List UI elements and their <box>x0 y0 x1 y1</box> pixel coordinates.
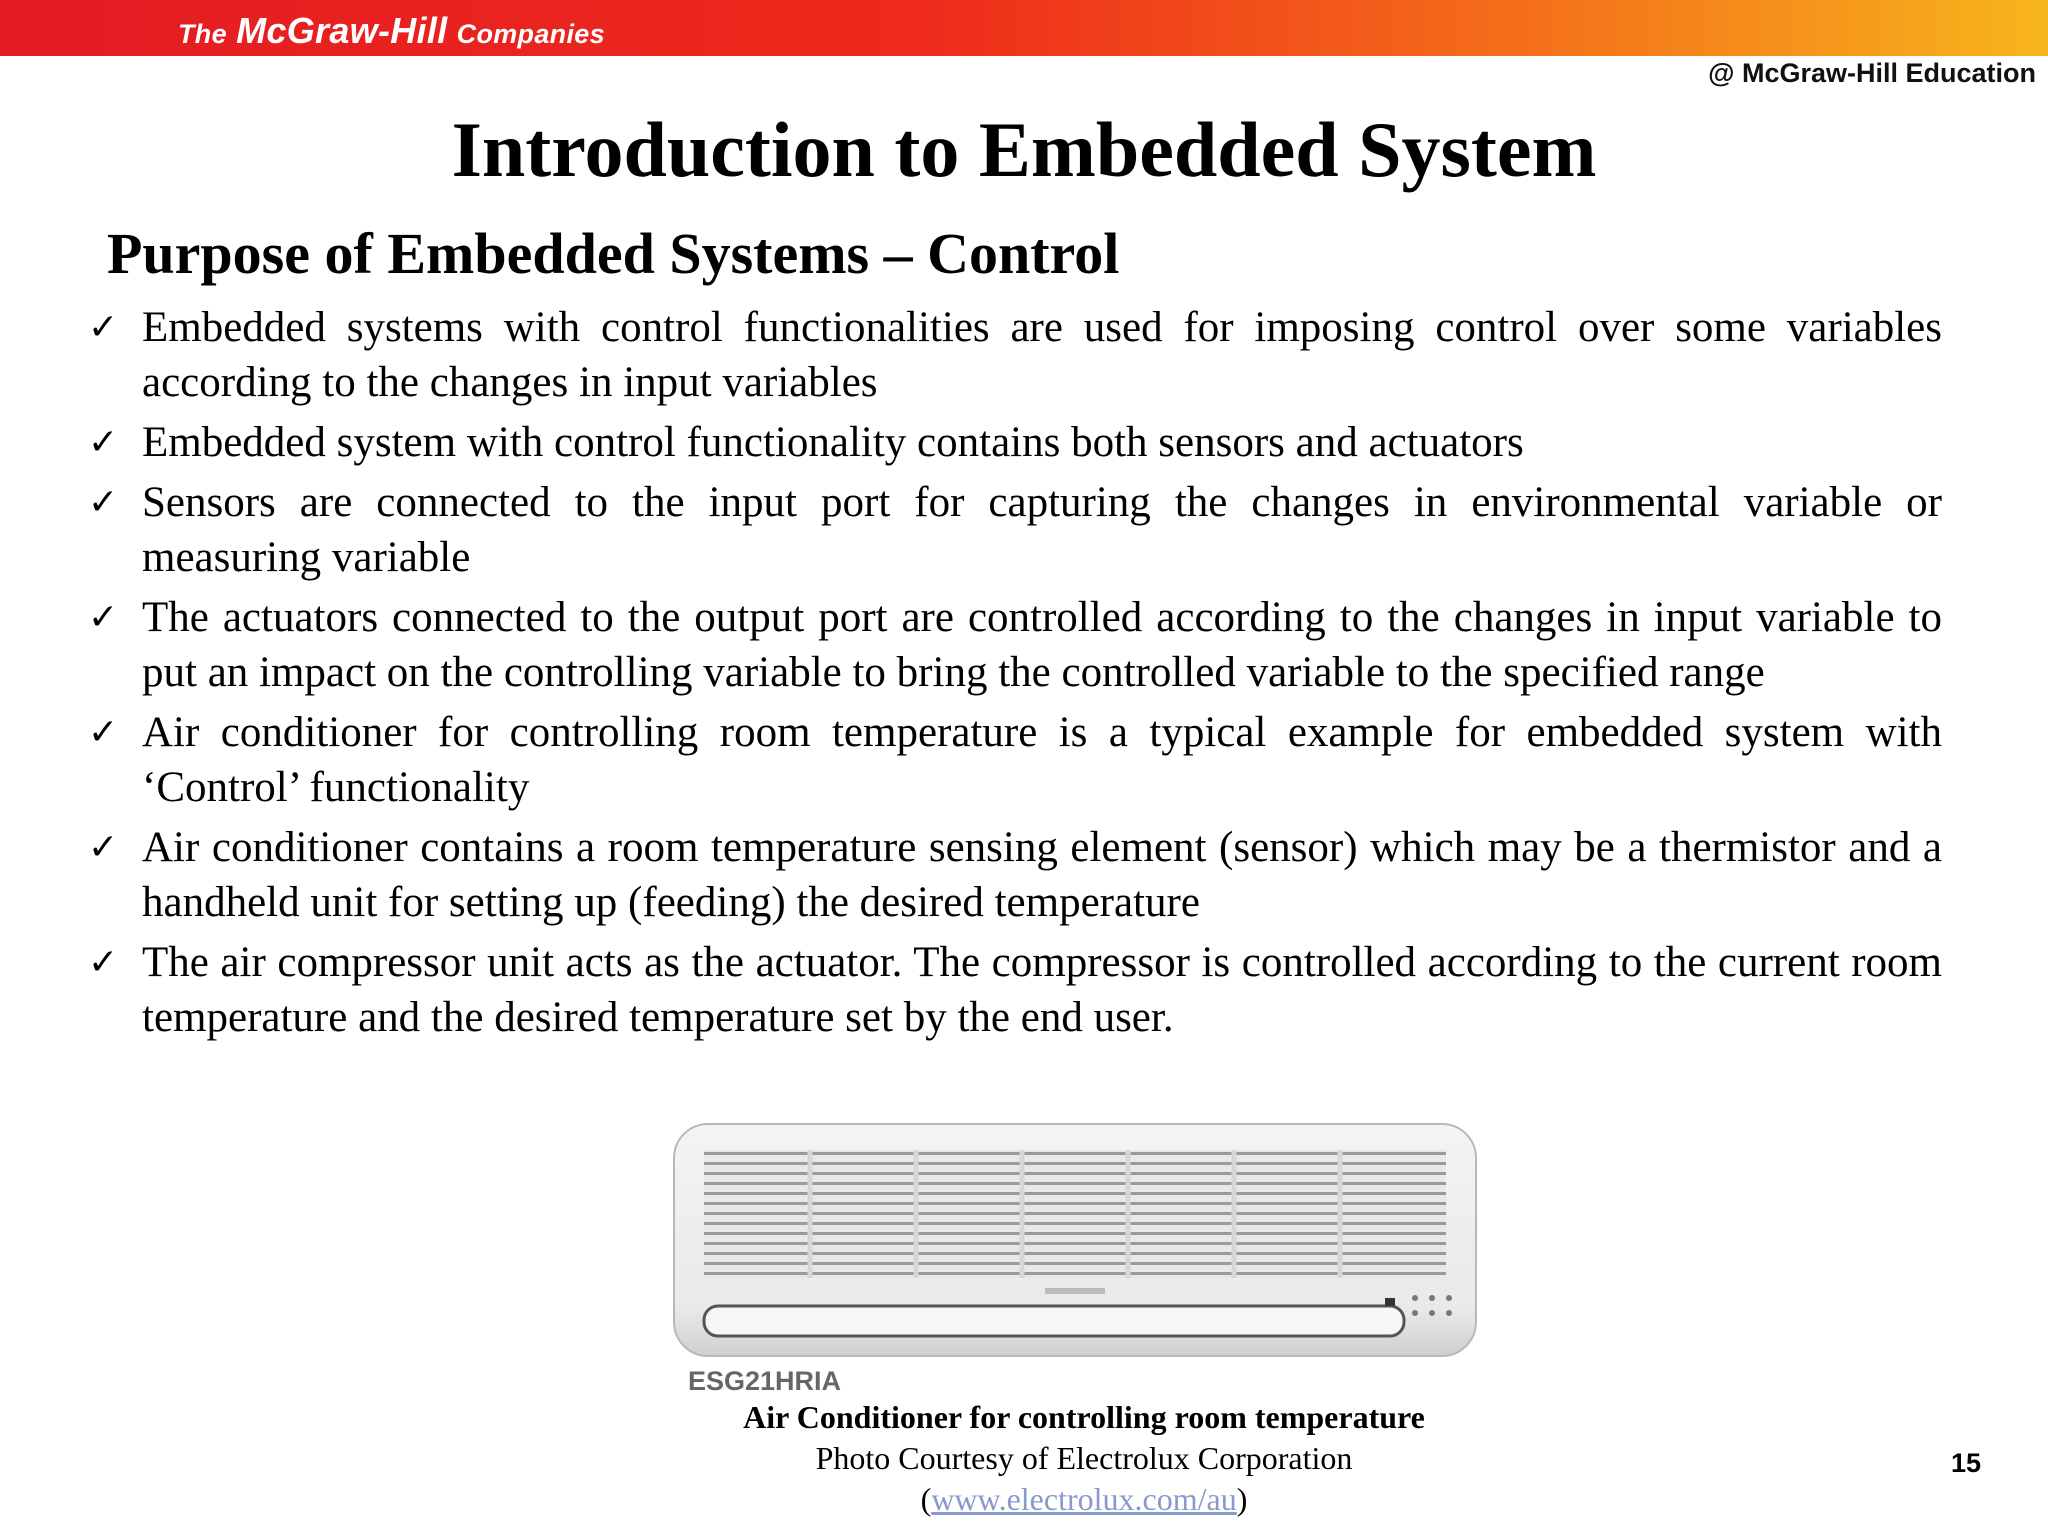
check-mark-icon: ✓ <box>88 597 119 638</box>
caption-url-close: ) <box>1236 1481 1248 1517</box>
caption-url-open: ( <box>920 1481 932 1517</box>
bullet-item <box>88 820 1942 930</box>
bullet-text: Air conditioner contains a room temperature sensing element (sensor) which may be a thermistor and a handheld unit for setting up (feeding) the desired temperature <box>142 824 1942 926</box>
bullet-item <box>88 935 1942 1045</box>
figure-caption <box>0 1397 2048 1520</box>
check-mark-icon: ✓ <box>88 307 119 348</box>
caption-title: Air Conditioner for controlling room temperature <box>743 1399 1425 1435</box>
bullet-list <box>88 300 1942 1050</box>
bullet-text: The air compressor unit acts as the actuator. The compressor is controlled according to the current room temperature and the desired temperature set by the end user. <box>142 939 1942 1041</box>
header-banner <box>0 0 2048 56</box>
caption-credit: Photo Courtesy of Electrolux Corporation <box>815 1440 1353 1476</box>
bullet-text: The actuators connected to the output port are controlled according to the changes in input variable to put an impact on the controlling variable to bring the controlled variable to the specified range <box>142 594 1942 696</box>
copyright-notice: @ McGraw-Hill Education <box>1708 58 2036 88</box>
check-mark-icon: ✓ <box>88 482 119 523</box>
bullet-text: Embedded system with control functionality contains both sensors and actuators <box>142 419 1524 466</box>
page-number: 15 <box>1950 1448 1981 1478</box>
bullet-text: Air conditioner for controlling room temperature is a typical example for embedded system with ‘Control’ functionality <box>142 709 1942 811</box>
logo-companies: Companies <box>456 19 605 49</box>
check-mark-icon: ✓ <box>88 827 119 868</box>
logo-brand: McGraw-Hill <box>236 10 448 51</box>
bullet-item <box>88 300 1942 410</box>
electrolux-link[interactable]: www.electrolux.com/au <box>931 1481 1237 1517</box>
bullet-text: Embedded systems with control functionalities are used for imposing control over some variables according to the changes in input variables <box>142 304 1942 406</box>
slide-subtitle: Purpose of Embedded Systems – Control <box>107 221 1120 286</box>
publisher-logo <box>178 10 605 52</box>
bullet-item <box>88 590 1942 700</box>
slide-title: Introduction to Embedded System <box>451 106 1597 193</box>
bullet-text: Sensors are connected to the input port for capturing the changes in environmental variable or measuring variable <box>142 479 1942 581</box>
model-label: ESG21HRIA <box>688 1366 842 1396</box>
caption-url-line <box>0 1479 2048 1520</box>
check-mark-icon: ✓ <box>88 712 119 753</box>
bullet-item <box>88 415 1942 470</box>
bullet-item <box>88 705 1942 815</box>
logo-the: The <box>178 19 227 49</box>
check-mark-icon: ✓ <box>88 942 119 983</box>
bullet-item <box>88 475 1942 585</box>
air-conditioner-image <box>670 1118 1482 1363</box>
check-mark-icon: ✓ <box>88 422 119 463</box>
